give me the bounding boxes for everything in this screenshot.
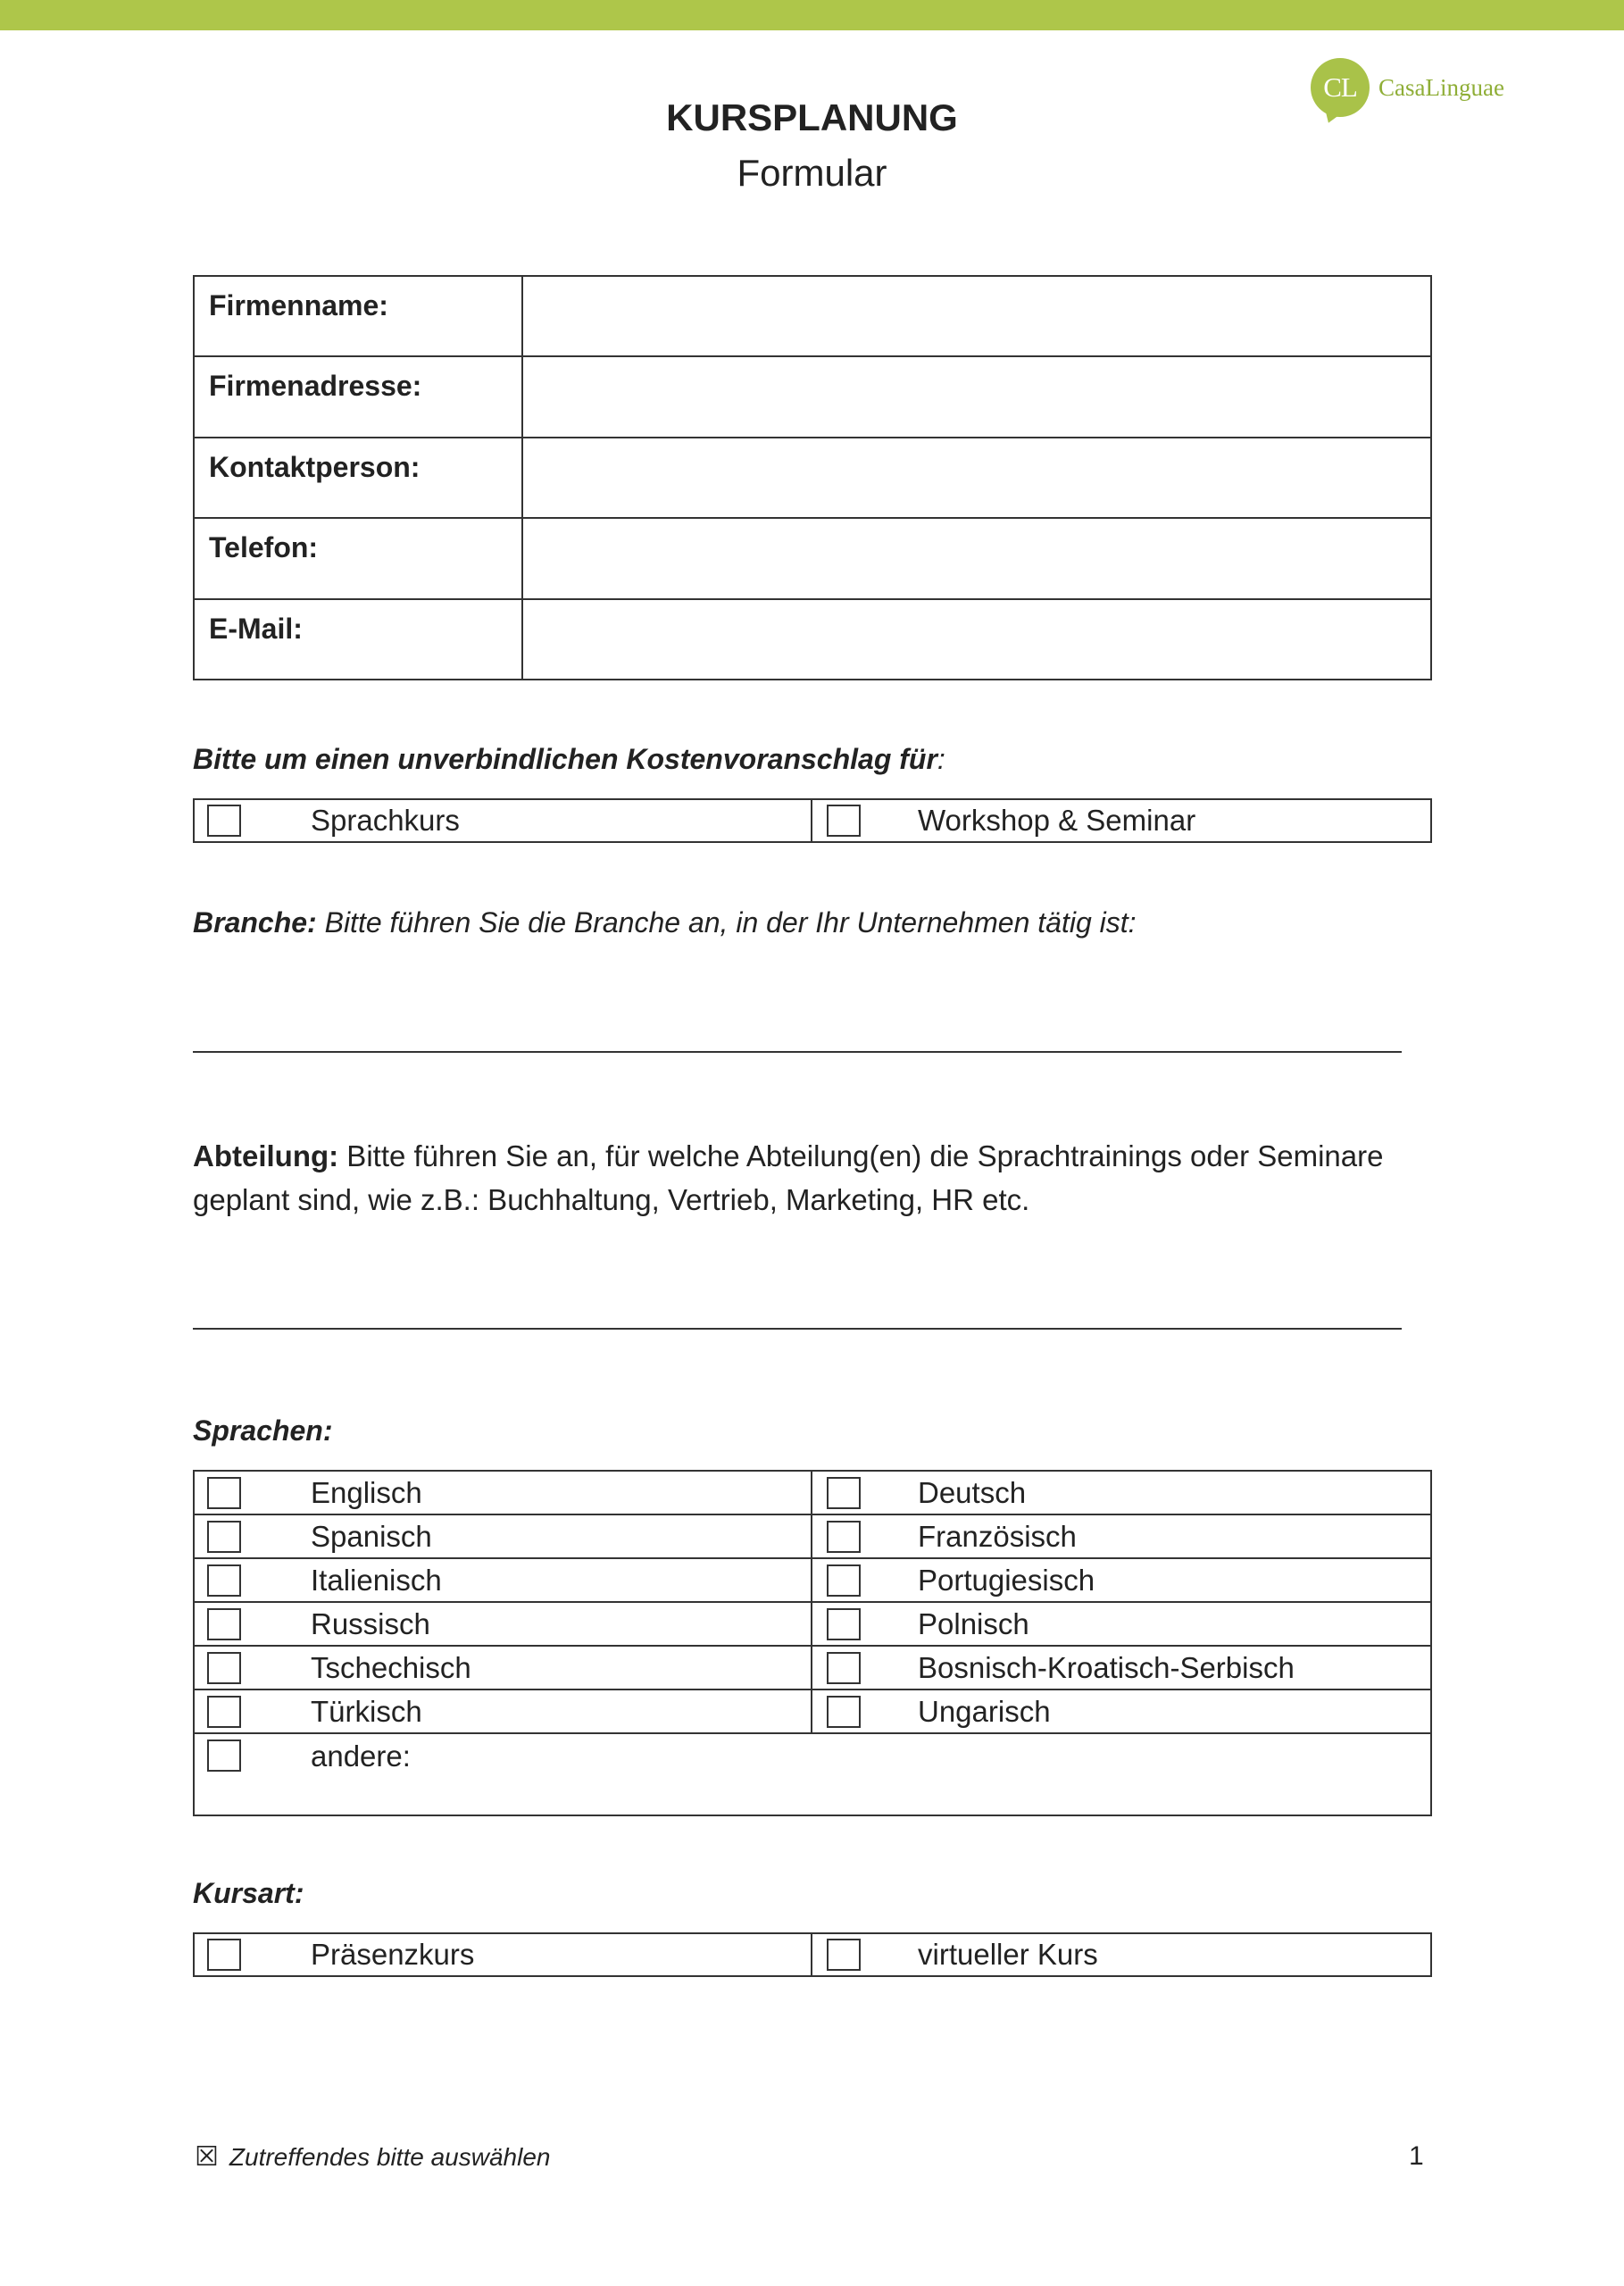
kontaktperson-field[interactable] bbox=[523, 438, 1430, 517]
quote-options-table bbox=[193, 798, 1432, 843]
firmenadresse-field[interactable] bbox=[523, 357, 1430, 436]
logo-mark: CL bbox=[1311, 58, 1370, 117]
sprachen-heading: Sprachen: bbox=[193, 1414, 333, 1447]
checkbox-icon[interactable] bbox=[207, 1696, 241, 1728]
abteilung-label: Abteilung: bbox=[193, 1139, 339, 1172]
checkbox-icon[interactable] bbox=[207, 1477, 241, 1509]
language-label: Türkisch bbox=[311, 1694, 422, 1728]
language-label: Deutsch bbox=[918, 1475, 1027, 1509]
option-sprachkurs[interactable] bbox=[195, 800, 812, 841]
contact-row-firmenname bbox=[195, 277, 1430, 357]
checkbox-icon[interactable] bbox=[827, 1521, 861, 1553]
branche-label: Branche: bbox=[193, 906, 317, 939]
option-label: Workshop & Seminar bbox=[918, 804, 1196, 837]
kursart-table bbox=[193, 1932, 1432, 1977]
checkbox-icon[interactable] bbox=[207, 1608, 241, 1640]
field-label: Firmenadresse: bbox=[195, 357, 523, 436]
language-option[interactable] bbox=[812, 1472, 1430, 1514]
languages-table bbox=[193, 1470, 1432, 1816]
abteilung-instruction bbox=[193, 1134, 1443, 1222]
language-label: Portugiesisch bbox=[918, 1563, 1095, 1597]
quote-heading-colon: : bbox=[937, 743, 945, 775]
firmenname-field[interactable] bbox=[523, 277, 1430, 355]
branche-instruction bbox=[193, 901, 1443, 945]
contact-row-telefon bbox=[195, 519, 1430, 599]
checkbox-icon[interactable] bbox=[827, 1939, 861, 1971]
language-option[interactable] bbox=[812, 1690, 1430, 1732]
language-label: andere: bbox=[311, 1740, 411, 1773]
table-row bbox=[195, 1934, 1430, 1975]
email-field[interactable] bbox=[523, 600, 1430, 680]
language-label: Ungarisch bbox=[918, 1694, 1051, 1728]
quote-heading bbox=[193, 743, 945, 776]
language-option[interactable] bbox=[195, 1647, 812, 1689]
page-number: 1 bbox=[1409, 2141, 1424, 2171]
abteilung-answer-line[interactable] bbox=[193, 1328, 1402, 1330]
language-label: Bosnisch-Kroatisch-Serbisch bbox=[918, 1650, 1295, 1684]
page-title: KURSPLANUNG bbox=[666, 96, 958, 138]
checkbox-icon[interactable] bbox=[207, 1521, 241, 1553]
checkbox-icon[interactable] bbox=[207, 1939, 241, 1971]
page-subtitle: Formular bbox=[737, 152, 887, 194]
language-label: Russisch bbox=[311, 1606, 430, 1640]
checkbox-icon[interactable] bbox=[827, 805, 861, 837]
language-label: Polnisch bbox=[918, 1606, 1029, 1640]
field-label: E-Mail: bbox=[195, 600, 523, 680]
language-option[interactable] bbox=[195, 1559, 812, 1601]
checkbox-icon[interactable] bbox=[207, 1740, 241, 1772]
table-row bbox=[195, 1734, 1430, 1816]
table-row bbox=[195, 1647, 1430, 1690]
contact-row-kontaktperson bbox=[195, 438, 1430, 519]
language-option[interactable] bbox=[195, 1515, 812, 1557]
contact-table bbox=[193, 275, 1432, 680]
language-option[interactable] bbox=[812, 1603, 1430, 1645]
option-label: virtueller Kurs bbox=[918, 1938, 1098, 1971]
branche-text: Bitte führen Sie die Branche an, in der Ihr Unternehmen tätig ist: bbox=[316, 906, 1137, 939]
language-option[interactable] bbox=[195, 1690, 812, 1732]
footer-note bbox=[195, 2141, 550, 2173]
kursart-heading: Kursart: bbox=[193, 1877, 304, 1909]
checkbox-icon[interactable] bbox=[207, 1564, 241, 1597]
top-accent-bar bbox=[0, 0, 1624, 30]
table-row bbox=[195, 1603, 1430, 1647]
option-workshop-seminar[interactable] bbox=[812, 800, 1430, 841]
option-label: Sprachkurs bbox=[311, 804, 460, 837]
table-row bbox=[195, 1690, 1430, 1734]
checkbox-icon[interactable] bbox=[207, 805, 241, 837]
contact-row-email bbox=[195, 600, 1430, 680]
language-label: Englisch bbox=[311, 1475, 422, 1509]
quote-heading-text: Bitte um einen unverbindlichen Kostenvoranschlag für bbox=[193, 743, 937, 775]
option-virtueller-kurs[interactable] bbox=[812, 1934, 1430, 1975]
checkbox-icon[interactable] bbox=[827, 1564, 861, 1597]
table-row bbox=[195, 800, 1430, 841]
contact-row-firmenadresse bbox=[195, 357, 1430, 438]
abteilung-text: Bitte führen Sie an, für welche Abteilung(en) die Sprachtrainings oder Seminare geplant sind, wie z.B.: Buchhaltung, Vertrieb, Marketing, HR etc. bbox=[193, 1139, 1384, 1216]
checkbox-icon[interactable] bbox=[207, 1652, 241, 1684]
language-option[interactable] bbox=[812, 1515, 1430, 1557]
checkbox-icon[interactable] bbox=[827, 1652, 861, 1684]
checkbox-icon[interactable] bbox=[827, 1696, 861, 1728]
language-label: Tschechisch bbox=[311, 1650, 471, 1684]
language-option[interactable] bbox=[812, 1647, 1430, 1689]
language-option-other[interactable] bbox=[195, 1734, 1430, 1816]
option-label: Präsenzkurs bbox=[311, 1938, 475, 1971]
language-option[interactable] bbox=[195, 1603, 812, 1645]
language-label: Italienisch bbox=[311, 1563, 442, 1597]
branche-answer-line[interactable] bbox=[193, 1051, 1402, 1053]
language-label: Spanisch bbox=[311, 1519, 432, 1553]
language-label: Französisch bbox=[918, 1519, 1077, 1553]
field-label: Telefon: bbox=[195, 519, 523, 597]
checkbox-icon[interactable] bbox=[827, 1477, 861, 1509]
language-option[interactable] bbox=[812, 1559, 1430, 1601]
checked-box-icon: ☒ bbox=[195, 2142, 219, 2172]
language-option[interactable] bbox=[195, 1472, 812, 1514]
logo-name: CasaLinguae bbox=[1378, 73, 1504, 101]
option-praesenzkurs[interactable] bbox=[195, 1934, 812, 1975]
checkbox-icon[interactable] bbox=[827, 1608, 861, 1640]
telefon-field[interactable] bbox=[523, 519, 1430, 597]
table-row bbox=[195, 1515, 1430, 1559]
field-label: Firmenname: bbox=[195, 277, 523, 355]
table-row bbox=[195, 1472, 1430, 1515]
table-row bbox=[195, 1559, 1430, 1603]
footer-note-text: Zutreffendes bitte auswählen bbox=[229, 2142, 551, 2171]
field-label: Kontaktperson: bbox=[195, 438, 523, 517]
